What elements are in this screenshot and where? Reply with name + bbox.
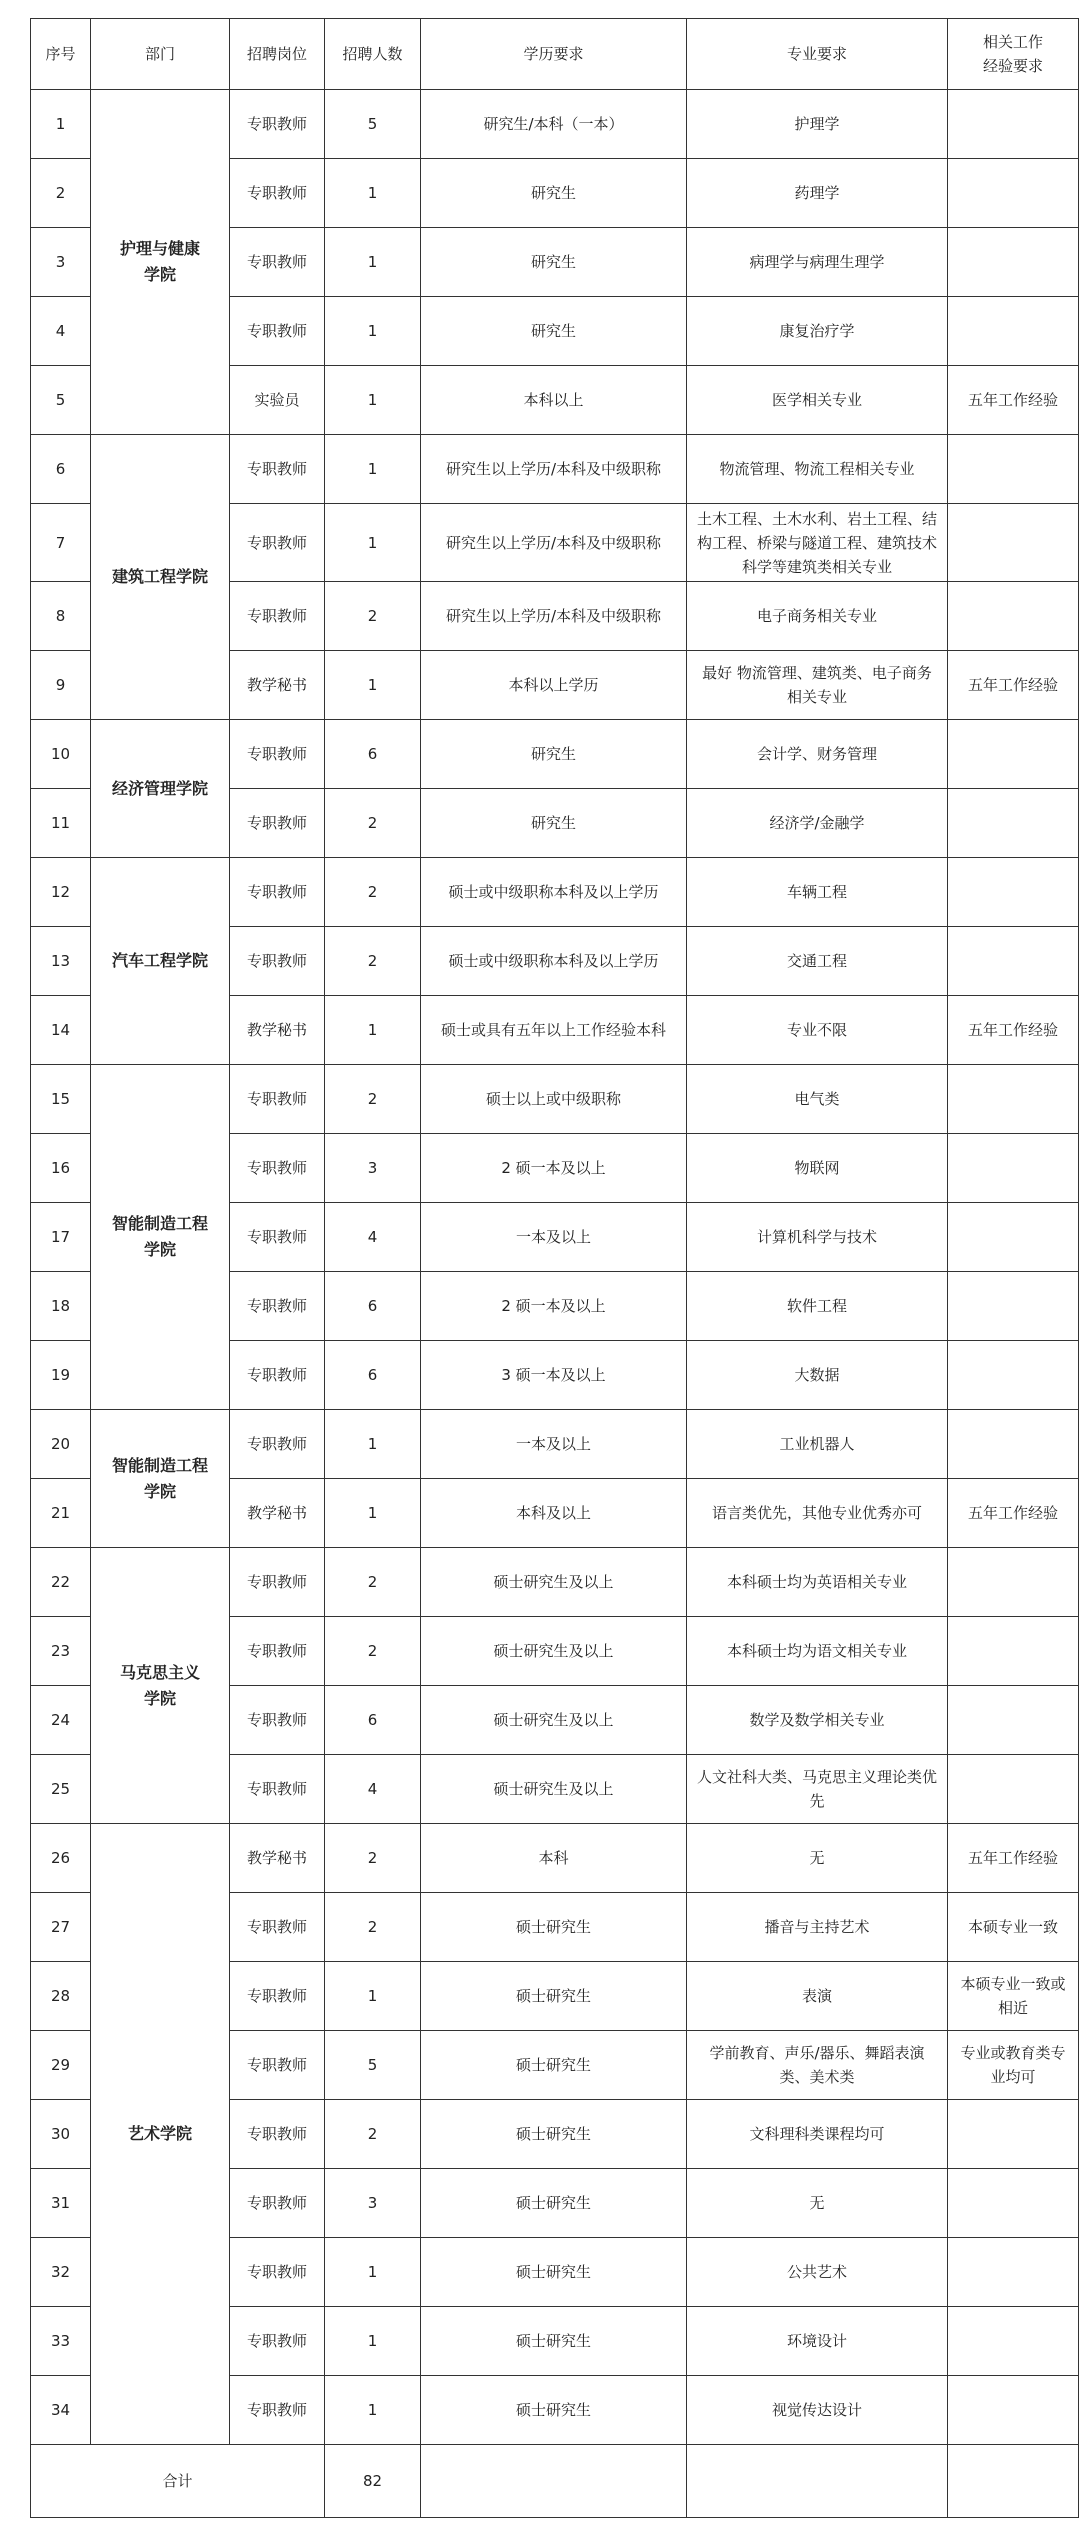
cell-position: 专职教师 xyxy=(230,1893,325,1962)
cell-count: 1 xyxy=(325,996,421,1065)
table-row xyxy=(31,1824,1079,1893)
cell-count: 1 xyxy=(325,504,421,582)
cell-seq: 9 xyxy=(31,651,91,720)
cell-major: 学前教育、声乐/器乐、舞蹈表演类、美术类 xyxy=(687,2031,948,2100)
header-experience-line2: 经验要求 xyxy=(982,57,1043,75)
cell-experience: 本硕专业一致或相近 xyxy=(948,1962,1079,2031)
table-row xyxy=(31,90,1079,159)
dept-name-line2: 学院 xyxy=(143,1481,176,1501)
cell-position: 专职教师 xyxy=(230,2376,325,2445)
cell-count: 3 xyxy=(325,2169,421,2238)
cell-count: 1 xyxy=(325,2307,421,2376)
cell-experience xyxy=(948,582,1079,651)
cell-count: 1 xyxy=(325,2238,421,2307)
cell-experience: 五年工作经验 xyxy=(948,996,1079,1065)
cell-dept xyxy=(91,1065,230,1410)
cell-education: 硕士研究生及以上 xyxy=(421,1548,687,1617)
cell-major: 软件工程 xyxy=(687,1272,948,1341)
cell-education: 硕士研究生 xyxy=(421,1893,687,1962)
cell-position: 专职教师 xyxy=(230,1065,325,1134)
cell-count: 6 xyxy=(325,1272,421,1341)
cell-experience xyxy=(948,927,1079,996)
cell-education: 研究生 xyxy=(421,789,687,858)
cell-experience xyxy=(948,1203,1079,1272)
cell-experience xyxy=(948,90,1079,159)
cell-education: 研究生以上学历/本科及中级职称 xyxy=(421,582,687,651)
cell-position: 专职教师 xyxy=(230,1203,325,1272)
cell-major: 最好 物流管理、建筑类、电子商务相关专业 xyxy=(687,651,948,720)
cell-position: 专职教师 xyxy=(230,789,325,858)
cell-count: 2 xyxy=(325,1617,421,1686)
cell-seq: 27 xyxy=(31,1893,91,1962)
cell-experience xyxy=(948,297,1079,366)
cell-education: 硕士研究生 xyxy=(421,2376,687,2445)
cell-position: 专职教师 xyxy=(230,2031,325,2100)
cell-major: 电子商务相关专业 xyxy=(687,582,948,651)
cell-major: 康复治疗学 xyxy=(687,297,948,366)
cell-education: 一本及以上 xyxy=(421,1410,687,1479)
cell-count: 6 xyxy=(325,1341,421,1410)
cell-position: 专职教师 xyxy=(230,1686,325,1755)
cell-count: 5 xyxy=(325,90,421,159)
cell-major: 病理学与病理生理学 xyxy=(687,228,948,297)
cell-major: 土木工程、土木水利、岩土工程、结构工程、桥梁与隧道工程、建筑技术科学等建筑类相关专业 xyxy=(687,504,948,582)
cell-position: 实验员 xyxy=(230,366,325,435)
cell-seq: 29 xyxy=(31,2031,91,2100)
cell-education: 研究生/本科（一本） xyxy=(421,90,687,159)
cell-major: 本科硕士均为语文相关专业 xyxy=(687,1617,948,1686)
cell-seq: 32 xyxy=(31,2238,91,2307)
cell-position: 专职教师 xyxy=(230,1755,325,1824)
total-empty-experience xyxy=(948,2445,1079,2518)
cell-position: 专职教师 xyxy=(230,504,325,582)
cell-count: 2 xyxy=(325,1824,421,1893)
cell-seq: 4 xyxy=(31,297,91,366)
cell-major: 车辆工程 xyxy=(687,858,948,927)
cell-education: 硕士研究生及以上 xyxy=(421,1755,687,1824)
header-dept: 部门 xyxy=(91,19,230,90)
cell-experience xyxy=(948,720,1079,789)
cell-dept xyxy=(91,90,230,435)
cell-major: 计算机科学与技术 xyxy=(687,1203,948,1272)
cell-count: 6 xyxy=(325,1686,421,1755)
cell-position: 专职教师 xyxy=(230,1548,325,1617)
cell-experience xyxy=(948,1686,1079,1755)
cell-education: 研究生以上学历/本科及中级职称 xyxy=(421,504,687,582)
cell-experience xyxy=(948,858,1079,927)
cell-count: 1 xyxy=(325,159,421,228)
cell-count: 4 xyxy=(325,1203,421,1272)
cell-position: 专职教师 xyxy=(230,1962,325,2031)
cell-major: 环境设计 xyxy=(687,2307,948,2376)
cell-education: 硕士研究生 xyxy=(421,2238,687,2307)
cell-position: 专职教师 xyxy=(230,1617,325,1686)
cell-seq: 23 xyxy=(31,1617,91,1686)
cell-position: 专职教师 xyxy=(230,2307,325,2376)
table-body xyxy=(31,90,1079,2445)
cell-seq: 30 xyxy=(31,2100,91,2169)
cell-count: 2 xyxy=(325,789,421,858)
cell-experience xyxy=(948,1272,1079,1341)
cell-education: 研究生以上学历/本科及中级职称 xyxy=(421,435,687,504)
cell-experience: 五年工作经验 xyxy=(948,651,1079,720)
cell-major: 数学及数学相关专业 xyxy=(687,1686,948,1755)
cell-seq: 24 xyxy=(31,1686,91,1755)
cell-position: 专职教师 xyxy=(230,720,325,789)
cell-seq: 25 xyxy=(31,1755,91,1824)
cell-seq: 8 xyxy=(31,582,91,651)
cell-count: 2 xyxy=(325,1893,421,1962)
table-row xyxy=(31,720,1079,789)
cell-major: 药理学 xyxy=(687,159,948,228)
header-major: 专业要求 xyxy=(687,19,948,90)
total-count: 82 xyxy=(325,2445,421,2518)
cell-education: 硕士或具有五年以上工作经验本科 xyxy=(421,996,687,1065)
cell-education: 硕士或中级职称本科及以上学历 xyxy=(421,858,687,927)
cell-count: 2 xyxy=(325,2100,421,2169)
cell-count: 1 xyxy=(325,297,421,366)
cell-count: 2 xyxy=(325,858,421,927)
header-count: 招聘人数 xyxy=(325,19,421,90)
cell-seq: 16 xyxy=(31,1134,91,1203)
cell-major: 交通工程 xyxy=(687,927,948,996)
dept-name-line2: 学院 xyxy=(143,265,176,284)
cell-education: 本科以上 xyxy=(421,366,687,435)
total-empty-major xyxy=(687,2445,948,2518)
cell-position: 专职教师 xyxy=(230,582,325,651)
cell-major: 会计学、财务管理 xyxy=(687,720,948,789)
cell-position: 专职教师 xyxy=(230,228,325,297)
cell-major: 医学相关专业 xyxy=(687,366,948,435)
cell-major: 播音与主持艺术 xyxy=(687,1893,948,1962)
cell-position: 专职教师 xyxy=(230,1410,325,1479)
cell-education: 研究生 xyxy=(421,297,687,366)
cell-major: 表演 xyxy=(687,1962,948,2031)
total-row xyxy=(31,2445,1079,2518)
cell-count: 4 xyxy=(325,1755,421,1824)
cell-seq: 6 xyxy=(31,435,91,504)
cell-seq: 21 xyxy=(31,1479,91,1548)
cell-education: 硕士研究生 xyxy=(421,2169,687,2238)
cell-experience: 本硕专业一致 xyxy=(948,1893,1079,1962)
header-experience xyxy=(948,19,1079,90)
cell-seq: 10 xyxy=(31,720,91,789)
cell-experience xyxy=(948,1617,1079,1686)
cell-count: 2 xyxy=(325,927,421,996)
cell-count: 1 xyxy=(325,651,421,720)
cell-count: 1 xyxy=(325,435,421,504)
cell-education: 本科及以上 xyxy=(421,1479,687,1548)
cell-major: 工业机器人 xyxy=(687,1410,948,1479)
cell-major: 专业不限 xyxy=(687,996,948,1065)
cell-education: 硕士研究生 xyxy=(421,2031,687,2100)
cell-seq: 15 xyxy=(31,1065,91,1134)
cell-experience xyxy=(948,2376,1079,2445)
cell-education: 硕士研究生 xyxy=(421,2100,687,2169)
cell-count: 1 xyxy=(325,1410,421,1479)
cell-seq: 2 xyxy=(31,159,91,228)
dept-name-line1: 建筑工程学院 xyxy=(111,567,208,586)
cell-seq: 12 xyxy=(31,858,91,927)
cell-seq: 18 xyxy=(31,1272,91,1341)
cell-count: 3 xyxy=(325,1134,421,1203)
cell-major: 经济学/金融学 xyxy=(687,789,948,858)
cell-position: 专职教师 xyxy=(230,2100,325,2169)
cell-education: 硕士研究生及以上 xyxy=(421,1686,687,1755)
dept-name-line1: 护理与健康 xyxy=(119,239,200,258)
cell-major: 文科理科类课程均可 xyxy=(687,2100,948,2169)
cell-seq: 1 xyxy=(31,90,91,159)
cell-major: 无 xyxy=(687,2169,948,2238)
cell-education: 研究生 xyxy=(421,720,687,789)
cell-position: 专职教师 xyxy=(230,2169,325,2238)
cell-major: 无 xyxy=(687,1824,948,1893)
cell-seq: 3 xyxy=(31,228,91,297)
cell-experience xyxy=(948,435,1079,504)
cell-position: 专职教师 xyxy=(230,1272,325,1341)
cell-education: 研究生 xyxy=(421,228,687,297)
cell-seq: 26 xyxy=(31,1824,91,1893)
cell-dept xyxy=(91,1824,230,2445)
cell-education: 2 硕一本及以上 xyxy=(421,1134,687,1203)
dept-name-line1: 艺术学院 xyxy=(127,2124,192,2143)
cell-position: 专职教师 xyxy=(230,927,325,996)
cell-dept xyxy=(91,720,230,858)
cell-count: 2 xyxy=(325,1548,421,1617)
cell-position: 专职教师 xyxy=(230,1341,325,1410)
cell-experience xyxy=(948,228,1079,297)
cell-position: 专职教师 xyxy=(230,297,325,366)
cell-count: 1 xyxy=(325,1479,421,1548)
cell-major: 大数据 xyxy=(687,1341,948,1410)
cell-education: 硕士研究生 xyxy=(421,1962,687,2031)
cell-experience xyxy=(948,1548,1079,1617)
cell-position: 教学秘书 xyxy=(230,1479,325,1548)
cell-count: 1 xyxy=(325,366,421,435)
cell-experience xyxy=(948,1065,1079,1134)
cell-dept xyxy=(91,1548,230,1824)
cell-experience: 专业或教育类专业均可 xyxy=(948,2031,1079,2100)
cell-position: 专职教师 xyxy=(230,2238,325,2307)
cell-seq: 19 xyxy=(31,1341,91,1410)
cell-education: 硕士或中级职称本科及以上学历 xyxy=(421,927,687,996)
cell-education: 3 硕一本及以上 xyxy=(421,1341,687,1410)
dept-name-line1: 智能制造工程 xyxy=(111,1214,208,1233)
cell-experience xyxy=(948,2169,1079,2238)
cell-education: 一本及以上 xyxy=(421,1203,687,1272)
cell-major: 语言类优先，其他专业优秀亦可 xyxy=(687,1479,948,1548)
table-row xyxy=(31,1548,1079,1617)
cell-experience xyxy=(948,1134,1079,1203)
cell-experience xyxy=(948,2100,1079,2169)
cell-major: 本科硕士均为英语相关专业 xyxy=(687,1548,948,1617)
cell-education: 本科以上学历 xyxy=(421,651,687,720)
total-label: 合计 xyxy=(31,2445,325,2518)
cell-experience xyxy=(948,1341,1079,1410)
cell-dept xyxy=(91,858,230,1065)
cell-position: 教学秘书 xyxy=(230,1824,325,1893)
cell-seq: 22 xyxy=(31,1548,91,1617)
cell-seq: 31 xyxy=(31,2169,91,2238)
cell-count: 6 xyxy=(325,720,421,789)
header-education: 学历要求 xyxy=(421,19,687,90)
cell-experience xyxy=(948,2238,1079,2307)
cell-experience xyxy=(948,1755,1079,1824)
cell-education: 本科 xyxy=(421,1824,687,1893)
cell-seq: 7 xyxy=(31,504,91,582)
dept-name-line2: 学院 xyxy=(143,1240,176,1259)
cell-count: 1 xyxy=(325,2376,421,2445)
cell-seq: 28 xyxy=(31,1962,91,2031)
cell-seq: 20 xyxy=(31,1410,91,1479)
cell-position: 专职教师 xyxy=(230,1134,325,1203)
cell-seq: 14 xyxy=(31,996,91,1065)
cell-major: 物联网 xyxy=(687,1134,948,1203)
cell-seq: 5 xyxy=(31,366,91,435)
recruitment-table xyxy=(30,18,1079,2518)
table-row xyxy=(31,1065,1079,1134)
table-row xyxy=(31,435,1079,504)
cell-count: 1 xyxy=(325,228,421,297)
header-row xyxy=(31,19,1079,90)
cell-education: 2 硕一本及以上 xyxy=(421,1272,687,1341)
dept-name-line1: 汽车工程学院 xyxy=(111,951,208,970)
cell-seq: 34 xyxy=(31,2376,91,2445)
cell-seq: 17 xyxy=(31,1203,91,1272)
header-experience-line1: 相关工作 xyxy=(982,33,1043,51)
cell-experience xyxy=(948,159,1079,228)
cell-position: 专职教师 xyxy=(230,435,325,504)
cell-experience xyxy=(948,1410,1079,1479)
cell-position: 专职教师 xyxy=(230,159,325,228)
cell-major: 物流管理、物流工程相关专业 xyxy=(687,435,948,504)
cell-major: 公共艺术 xyxy=(687,2238,948,2307)
cell-seq: 33 xyxy=(31,2307,91,2376)
table-row xyxy=(31,1410,1079,1479)
cell-seq: 13 xyxy=(31,927,91,996)
cell-position: 教学秘书 xyxy=(230,996,325,1065)
cell-experience: 五年工作经验 xyxy=(948,1824,1079,1893)
dept-name-line2: 学院 xyxy=(143,1688,176,1708)
cell-count: 2 xyxy=(325,1065,421,1134)
total-empty-education xyxy=(421,2445,687,2518)
dept-name-line1: 马克思主义 xyxy=(119,1662,200,1682)
header-position: 招聘岗位 xyxy=(230,19,325,90)
cell-major: 视觉传达设计 xyxy=(687,2376,948,2445)
cell-experience xyxy=(948,504,1079,582)
cell-education: 硕士以上或中级职称 xyxy=(421,1065,687,1134)
cell-experience: 五年工作经验 xyxy=(948,366,1079,435)
cell-major: 护理学 xyxy=(687,90,948,159)
table-row xyxy=(31,858,1079,927)
dept-name-line1: 经济管理学院 xyxy=(111,778,208,798)
cell-education: 硕士研究生及以上 xyxy=(421,1617,687,1686)
cell-major: 电气类 xyxy=(687,1065,948,1134)
cell-count: 1 xyxy=(325,1962,421,2031)
cell-experience xyxy=(948,2307,1079,2376)
cell-seq: 11 xyxy=(31,789,91,858)
header-seq: 序号 xyxy=(31,19,91,90)
cell-dept xyxy=(91,435,230,720)
cell-count: 5 xyxy=(325,2031,421,2100)
cell-major: 人文社科大类、马克思主义理论类优先 xyxy=(687,1755,948,1824)
cell-education: 研究生 xyxy=(421,159,687,228)
cell-experience xyxy=(948,789,1079,858)
cell-position: 专职教师 xyxy=(230,90,325,159)
cell-education: 硕士研究生 xyxy=(421,2307,687,2376)
cell-position: 专职教师 xyxy=(230,858,325,927)
cell-dept xyxy=(91,1410,230,1548)
cell-count: 2 xyxy=(325,582,421,651)
cell-experience: 五年工作经验 xyxy=(948,1479,1079,1548)
dept-name-line1: 智能制造工程 xyxy=(111,1455,208,1475)
cell-position: 教学秘书 xyxy=(230,651,325,720)
